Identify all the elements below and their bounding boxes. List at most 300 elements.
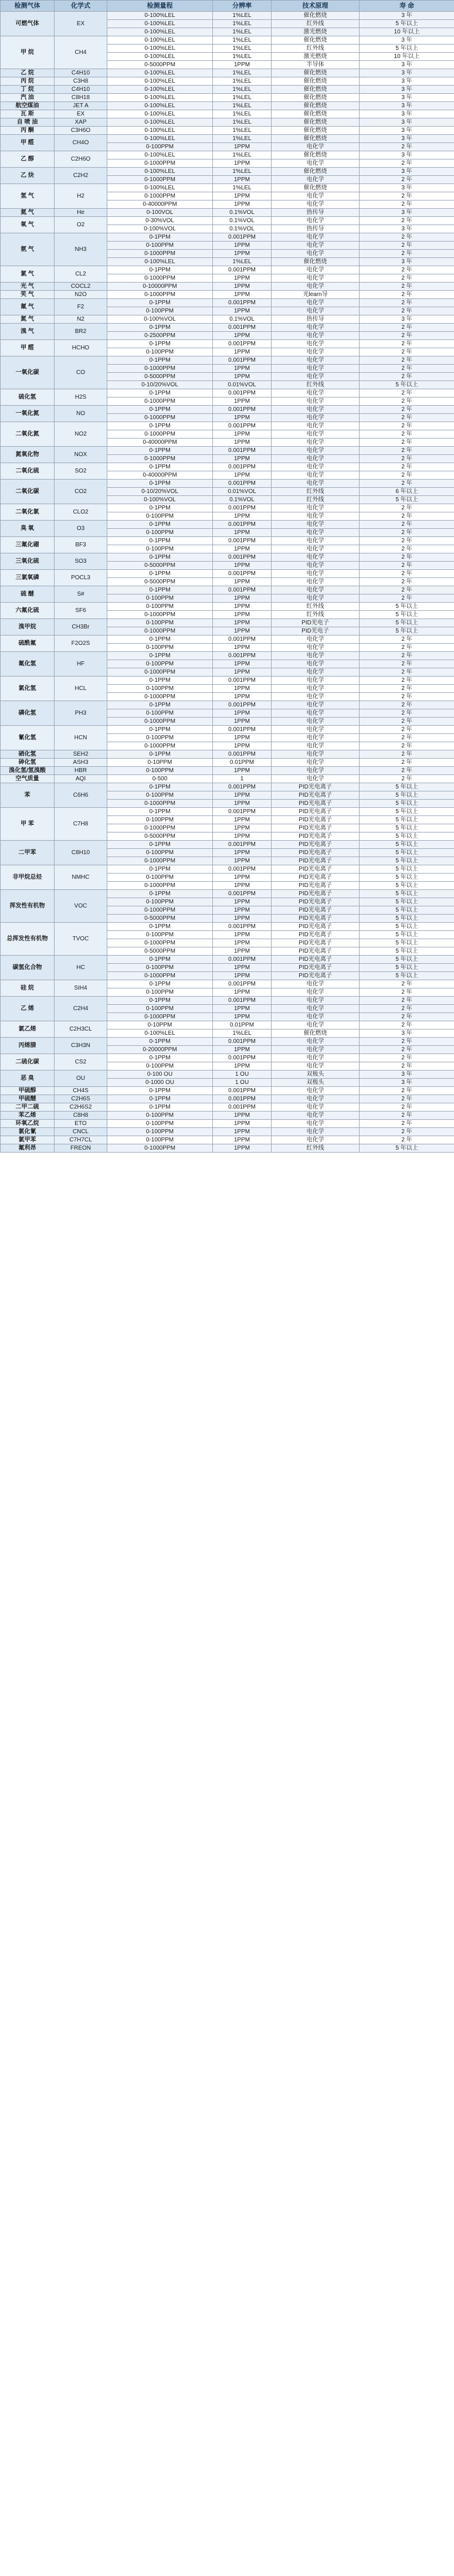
cell-life: 3 年 (360, 110, 454, 118)
cell-life: 2 年 (360, 677, 454, 685)
cell-technology: 电化学 (272, 397, 360, 406)
cell-formula: C8H10 (55, 841, 107, 865)
table-row (1, 118, 454, 127)
cell-life: 2 年 (360, 988, 454, 997)
cell-technology: PID光电离子 (272, 882, 360, 890)
cell-formula: C8H18 (55, 94, 107, 102)
gas-sensor-spec-table (0, 0, 454, 1153)
cell-life: 2 年 (360, 192, 454, 200)
cell-life: 5 年以上 (360, 849, 454, 857)
cell-life: 2 年 (360, 1054, 454, 1062)
cell-technology: 电化学 (272, 414, 360, 422)
table-row (1, 865, 454, 874)
cell-range: 0-1PPM (107, 980, 213, 988)
cell-life: 2 年 (360, 283, 454, 291)
cell-resolution: 1PPM (213, 734, 272, 742)
table-row (1, 890, 454, 898)
cell-gas-name: 苯乙烯 (1, 1112, 55, 1120)
cell-resolution: 1%LEL (213, 118, 272, 127)
table-row (1, 1054, 454, 1062)
cell-formula: TVOC (55, 923, 107, 956)
cell-life: 2 年 (360, 332, 454, 340)
gas-sensor-spec-table-container (0, 0, 454, 1153)
cell-technology: 电化学 (272, 324, 360, 332)
cell-technology: 红外线 (272, 603, 360, 611)
table-row (1, 209, 454, 217)
cell-technology: 电化学 (272, 709, 360, 718)
cell-life: 3 年 (360, 1079, 454, 1087)
table-row (1, 406, 454, 414)
cell-resolution: 1PPM (213, 791, 272, 800)
cell-life: 2 年 (360, 980, 454, 988)
cell-technology: 电化学 (272, 283, 360, 291)
cell-gas-name: 硅 烷 (1, 980, 55, 997)
cell-life: 3 年 (360, 127, 454, 135)
cell-life: 2 年 (360, 562, 454, 570)
cell-life: 2 年 (360, 635, 454, 644)
cell-technology: 电化学 (272, 586, 360, 594)
cell-range: 0-1PPM (107, 701, 213, 709)
cell-resolution: 0.001PPM (213, 1095, 272, 1103)
cell-gas-name: 甲硫醇 (1, 1087, 55, 1095)
cell-technology: 电化学 (272, 365, 360, 373)
cell-technology: 电化学 (272, 553, 360, 562)
cell-life: 2 年 (360, 726, 454, 734)
cell-range: 0-100%LEL (107, 135, 213, 143)
cell-technology: 电化学 (272, 1095, 360, 1103)
cell-range: 0-1PPM (107, 356, 213, 365)
cell-life: 2 年 (360, 1013, 454, 1021)
cell-life: 5 年以上 (360, 956, 454, 964)
cell-resolution: 1 OU (213, 1070, 272, 1079)
cell-gas-name: 甲 醛 (1, 135, 55, 151)
cell-range: 0-1000PPM (107, 800, 213, 808)
cell-range: 0-100PPM (107, 545, 213, 553)
cell-range: 0-1000PPM (107, 291, 213, 299)
cell-range: 0-1PPM (107, 521, 213, 529)
cell-resolution: 1PPM (213, 668, 272, 677)
cell-range: 0-100PPM (107, 685, 213, 693)
cell-range: 0-1PPM (107, 865, 213, 874)
cell-formula: C2H6S2 (55, 1103, 107, 1112)
cell-life: 2 年 (360, 356, 454, 365)
table-row (1, 603, 454, 611)
cell-resolution: 0.001PPM (213, 422, 272, 430)
cell-resolution: 1PPM (213, 915, 272, 923)
cell-range: 0-1000PPM (107, 159, 213, 168)
cell-technology: PID光电离子 (272, 832, 360, 841)
cell-range: 0-1PPM (107, 266, 213, 274)
cell-resolution: 0.001PPM (213, 537, 272, 545)
cell-resolution: 0.001PPM (213, 635, 272, 644)
cell-resolution: 1PPM (213, 882, 272, 890)
cell-life: 3 年 (360, 151, 454, 159)
cell-resolution: 1PPM (213, 767, 272, 775)
cell-technology: PID光电离子 (272, 906, 360, 915)
cell-technology: 催化燃烧 (272, 127, 360, 135)
cell-life: 5 年以上 (360, 947, 454, 956)
table-row (1, 36, 454, 45)
cell-range: 0-5000PPM (107, 61, 213, 69)
cell-range: 0-1000PPM (107, 742, 213, 750)
cell-formula: CH4S (55, 1087, 107, 1095)
cell-life: 3 年 (360, 168, 454, 176)
table-row (1, 291, 454, 299)
cell-life: 2 年 (360, 291, 454, 299)
cell-formula: N2O (55, 291, 107, 299)
cell-gas-name: 丁 烷 (1, 86, 55, 94)
cell-range: 0-1PPM (107, 324, 213, 332)
cell-life: 2 年 (360, 348, 454, 356)
cell-resolution: 1PPM (213, 365, 272, 373)
cell-life: 2 年 (360, 521, 454, 529)
cell-technology: 半导体 (272, 61, 360, 69)
cell-resolution: 0.001PPM (213, 980, 272, 988)
cell-technology: 电化学 (272, 274, 360, 283)
cell-gas-name: 二硫化碳 (1, 1054, 55, 1070)
table-row (1, 635, 454, 644)
cell-gas-name: 总挥发性有机物 (1, 923, 55, 956)
cell-formula: ETO (55, 1120, 107, 1128)
cell-life: 2 年 (360, 701, 454, 709)
cell-life: 2 年 (360, 389, 454, 397)
table-row (1, 168, 454, 176)
table-header (1, 1, 454, 12)
cell-technology: 电化学 (272, 512, 360, 521)
table-body (1, 12, 454, 1153)
cell-life: 2 年 (360, 742, 454, 750)
cell-formula: CL2 (55, 266, 107, 283)
cell-formula: SO2 (55, 463, 107, 480)
cell-technology: 电化学 (272, 685, 360, 693)
cell-life: 2 年 (360, 578, 454, 586)
cell-resolution: 0.001PPM (213, 586, 272, 594)
cell-technology: 光learn导 (272, 291, 360, 299)
cell-life: 3 年 (360, 94, 454, 102)
cell-resolution: 1PPM (213, 800, 272, 808)
cell-life: 2 年 (360, 750, 454, 759)
cell-technology: PID光电离子 (272, 857, 360, 865)
cell-resolution: 1%LEL (213, 20, 272, 28)
table-row (1, 923, 454, 931)
cell-technology: 电化学 (272, 988, 360, 997)
cell-range: 0-1000PPM (107, 192, 213, 200)
cell-life: 5 年以上 (360, 808, 454, 816)
cell-range: 0-100%LEL (107, 36, 213, 45)
cell-resolution: 1PPM (213, 307, 272, 315)
cell-range: 0-100%LEL (107, 69, 213, 77)
cell-technology: 催化燃烧 (272, 168, 360, 176)
table-row (1, 570, 454, 578)
cell-life: 2 年 (360, 397, 454, 406)
cell-technology: 电化学 (272, 1013, 360, 1021)
cell-range: 0-10/20%VOL (107, 488, 213, 496)
cell-life: 2 年 (360, 1005, 454, 1013)
cell-gas-name: 氦 气 (1, 209, 55, 217)
table-row (1, 997, 454, 1005)
table-row (1, 553, 454, 562)
cell-life: 2 年 (360, 1095, 454, 1103)
cell-technology: 电化学 (272, 750, 360, 759)
cell-technology: 催化燃烧 (272, 258, 360, 266)
cell-gas-name: 光 气 (1, 283, 55, 291)
cell-resolution: 1PPM (213, 972, 272, 980)
table-row (1, 1021, 454, 1029)
cell-technology: PID光电子 (272, 627, 360, 635)
cell-gas-name: 甲 烷 (1, 36, 55, 69)
cell-resolution: 1%LEL (213, 28, 272, 36)
cell-life: 5 年以上 (360, 816, 454, 824)
cell-gas-name: 臭 氧 (1, 521, 55, 537)
cell-formula: XAP (55, 118, 107, 127)
table-row (1, 127, 454, 135)
cell-resolution: 1PPM (213, 931, 272, 939)
cell-life: 5 年以上 (360, 923, 454, 931)
cell-life: 3 年 (360, 12, 454, 20)
cell-technology: 电化学 (272, 644, 360, 652)
cell-resolution: 1PPM (213, 159, 272, 168)
cell-life: 2 年 (360, 685, 454, 693)
cell-technology: 电化学 (272, 594, 360, 603)
cell-technology: 红外线 (272, 496, 360, 504)
cell-resolution: 1PPM (213, 685, 272, 693)
cell-resolution: 1%LEL (213, 151, 272, 159)
cell-resolution: 1PPM (213, 578, 272, 586)
table-row (1, 447, 454, 455)
cell-range: 0-1PPM (107, 233, 213, 242)
cell-formula: HCL (55, 677, 107, 701)
cell-resolution: 1%LEL (213, 53, 272, 61)
cell-range: 0-1000PPM (107, 455, 213, 463)
cell-gas-name: 氯化氢 (1, 677, 55, 701)
cell-range: 0-1PPM (107, 463, 213, 471)
cell-technology: 红外线 (272, 1144, 360, 1153)
cell-technology: PID光电离子 (272, 956, 360, 964)
cell-range: 0-1PPM (107, 923, 213, 931)
table-row (1, 956, 454, 964)
cell-gas-name: 二氧化氮 (1, 422, 55, 447)
cell-resolution: 0.001PPM (213, 783, 272, 791)
cell-resolution: 0.001PPM (213, 521, 272, 529)
cell-range: 0-1000PPM (107, 668, 213, 677)
cell-gas-name: 二氧化碳 (1, 480, 55, 504)
cell-gas-name: 挥发性有机物 (1, 890, 55, 923)
cell-resolution: 1%LEL (213, 110, 272, 118)
cell-resolution: 0.001PPM (213, 1054, 272, 1062)
table-row (1, 184, 454, 192)
cell-range: 0-1PPM (107, 504, 213, 512)
cell-life: 2 年 (360, 1103, 454, 1112)
table-row (1, 315, 454, 324)
cell-formula: C7H8 (55, 808, 107, 841)
cell-range: 0-100 OU (107, 1070, 213, 1079)
cell-technology: 电化学 (272, 406, 360, 414)
cell-formula: EX (55, 12, 107, 36)
cell-formula: NO2 (55, 422, 107, 447)
cell-range: 0-1PPM (107, 997, 213, 1005)
table-row (1, 12, 454, 20)
cell-gas-name: 可燃气体 (1, 12, 55, 36)
cell-range: 0-100PPM (107, 1005, 213, 1013)
cell-technology: 电化学 (272, 980, 360, 988)
cell-life: 2 年 (360, 217, 454, 225)
cell-formula: F2O2S (55, 635, 107, 652)
cell-technology: 电化学 (272, 693, 360, 701)
cell-formula: C2H3CL (55, 1021, 107, 1038)
cell-life: 5 年以上 (360, 832, 454, 841)
cell-range: 0-100%VOL (107, 496, 213, 504)
cell-gas-name: 砷化氢 (1, 759, 55, 767)
cell-resolution: 0.001PPM (213, 701, 272, 709)
cell-life: 5 年以上 (360, 611, 454, 619)
cell-technology: 电化学 (272, 389, 360, 397)
table-row (1, 77, 454, 86)
cell-technology: PID光电离子 (272, 874, 360, 882)
table-row (1, 1144, 454, 1153)
cell-range: 0-1PPM (107, 537, 213, 545)
cell-technology: 电化学 (272, 192, 360, 200)
cell-resolution: 1%LEL (213, 135, 272, 143)
cell-resolution: 0.1%VOL (213, 209, 272, 217)
cell-formula: BR2 (55, 324, 107, 340)
cell-formula: O3 (55, 521, 107, 537)
cell-technology: 热传导 (272, 225, 360, 233)
header-gas-name: 检测气体 (1, 1, 55, 12)
cell-resolution: 0.001PPM (213, 340, 272, 348)
cell-resolution: 1PPM (213, 274, 272, 283)
cell-technology: 电化学 (272, 176, 360, 184)
cell-gas-name: 二甲二硫 (1, 1103, 55, 1112)
cell-formula: OU (55, 1070, 107, 1087)
cell-life: 2 年 (360, 1136, 454, 1144)
cell-resolution: 1%LEL (213, 69, 272, 77)
cell-life: 5 年以上 (360, 964, 454, 972)
cell-range: 0-1PPM (107, 1038, 213, 1046)
cell-formula: SO3 (55, 553, 107, 570)
cell-resolution: 1PPM (213, 874, 272, 882)
cell-range: 0-100PPM (107, 348, 213, 356)
cell-technology: 电化学 (272, 1046, 360, 1054)
cell-gas-name: 苯 (1, 783, 55, 808)
cell-life: 2 年 (360, 693, 454, 701)
cell-range: 0-1PPM (107, 1087, 213, 1095)
cell-formula: CNCL (55, 1128, 107, 1136)
cell-range: 0-1PPM (107, 1103, 213, 1112)
cell-resolution: 1PPM (213, 332, 272, 340)
cell-technology: 电化学 (272, 668, 360, 677)
cell-resolution: 1PPM (213, 1120, 272, 1128)
table-row (1, 135, 454, 143)
cell-range: 0-100PPM (107, 594, 213, 603)
cell-resolution: 1 (213, 775, 272, 783)
cell-technology: 电化学 (272, 299, 360, 307)
cell-technology: PID光电离子 (272, 898, 360, 906)
cell-resolution: 1PPM (213, 1046, 272, 1054)
cell-technology: 电化学 (272, 1054, 360, 1062)
cell-gas-name: 氨 气 (1, 233, 55, 266)
cell-gas-name: 瓦 斯 (1, 110, 55, 118)
cell-resolution: 0.001PPM (213, 841, 272, 849)
cell-resolution: 0.001PPM (213, 1103, 272, 1112)
cell-range: 0-100PPM (107, 874, 213, 882)
cell-gas-name: 汽 油 (1, 94, 55, 102)
header-technology: 技术原理 (272, 1, 360, 12)
cell-range: 0-100PPM (107, 1128, 213, 1136)
cell-life: 5 年以上 (360, 824, 454, 832)
cell-gas-name: 甲 醛 (1, 340, 55, 356)
cell-range: 0-1PPM (107, 808, 213, 816)
cell-range: 0-20000PPM (107, 1046, 213, 1054)
cell-formula: CH3Br (55, 619, 107, 635)
cell-technology: 电化学 (272, 217, 360, 225)
table-row (1, 652, 454, 660)
table-row (1, 480, 454, 488)
cell-resolution: 1%LEL (213, 102, 272, 110)
table-row (1, 422, 454, 430)
cell-range: 0-1000PPM (107, 430, 213, 439)
cell-life: 5 年以上 (360, 906, 454, 915)
cell-technology: PID光电子 (272, 619, 360, 627)
table-row (1, 86, 454, 94)
cell-range: 0-5000PPM (107, 947, 213, 956)
cell-resolution: 0.1%VOL (213, 315, 272, 324)
cell-technology: 电化学 (272, 1136, 360, 1144)
cell-technology: 电化学 (272, 701, 360, 709)
cell-resolution: 1PPM (213, 283, 272, 291)
cell-resolution: 1PPM (213, 192, 272, 200)
cell-resolution: 1%LEL (213, 77, 272, 86)
cell-formula: SF6 (55, 603, 107, 619)
cell-range: 0-100%LEL (107, 86, 213, 94)
cell-range: 0-100PPM (107, 849, 213, 857)
cell-technology: 电化学 (272, 455, 360, 463)
cell-gas-name: 氯 气 (1, 266, 55, 283)
cell-technology: PID光电离子 (272, 816, 360, 824)
cell-range: 0-100PPM (107, 709, 213, 718)
cell-range: 0-100PPM (107, 816, 213, 824)
cell-life: 3 年 (360, 135, 454, 143)
cell-resolution: 1%LEL (213, 36, 272, 45)
cell-technology: 催化燃烧 (272, 184, 360, 192)
cell-resolution: 1PPM (213, 455, 272, 463)
cell-life: 5 年以上 (360, 791, 454, 800)
cell-resolution: 1PPM (213, 611, 272, 619)
cell-life: 5 年以上 (360, 45, 454, 53)
cell-range: 0-2500PPM (107, 332, 213, 340)
cell-technology: 电化学 (272, 529, 360, 537)
cell-gas-name: 硫化氢 (1, 389, 55, 406)
cell-technology: 催化燃烧 (272, 1029, 360, 1038)
cell-technology: PID光电离子 (272, 915, 360, 923)
cell-life: 3 年 (360, 86, 454, 94)
cell-life: 5 年以上 (360, 800, 454, 808)
cell-range: 0-100PPM (107, 619, 213, 627)
header-resolution: 分辨率 (213, 1, 272, 12)
cell-range: 0-1000PPM (107, 414, 213, 422)
cell-formula: AQI (55, 775, 107, 783)
cell-gas-name: 一氧化碳 (1, 356, 55, 389)
cell-technology: 催化燃烧 (272, 118, 360, 127)
cell-technology: PID光电离子 (272, 931, 360, 939)
cell-range: 0-100%LEL (107, 258, 213, 266)
cell-range: 0-100PPM (107, 529, 213, 537)
cell-range: 0-1000PPM (107, 972, 213, 980)
cell-life: 6 年以上 (360, 488, 454, 496)
cell-gas-name: 硫酰氟 (1, 635, 55, 652)
cell-range: 0-100PPM (107, 898, 213, 906)
cell-life: 2 年 (360, 594, 454, 603)
table-row (1, 808, 454, 816)
